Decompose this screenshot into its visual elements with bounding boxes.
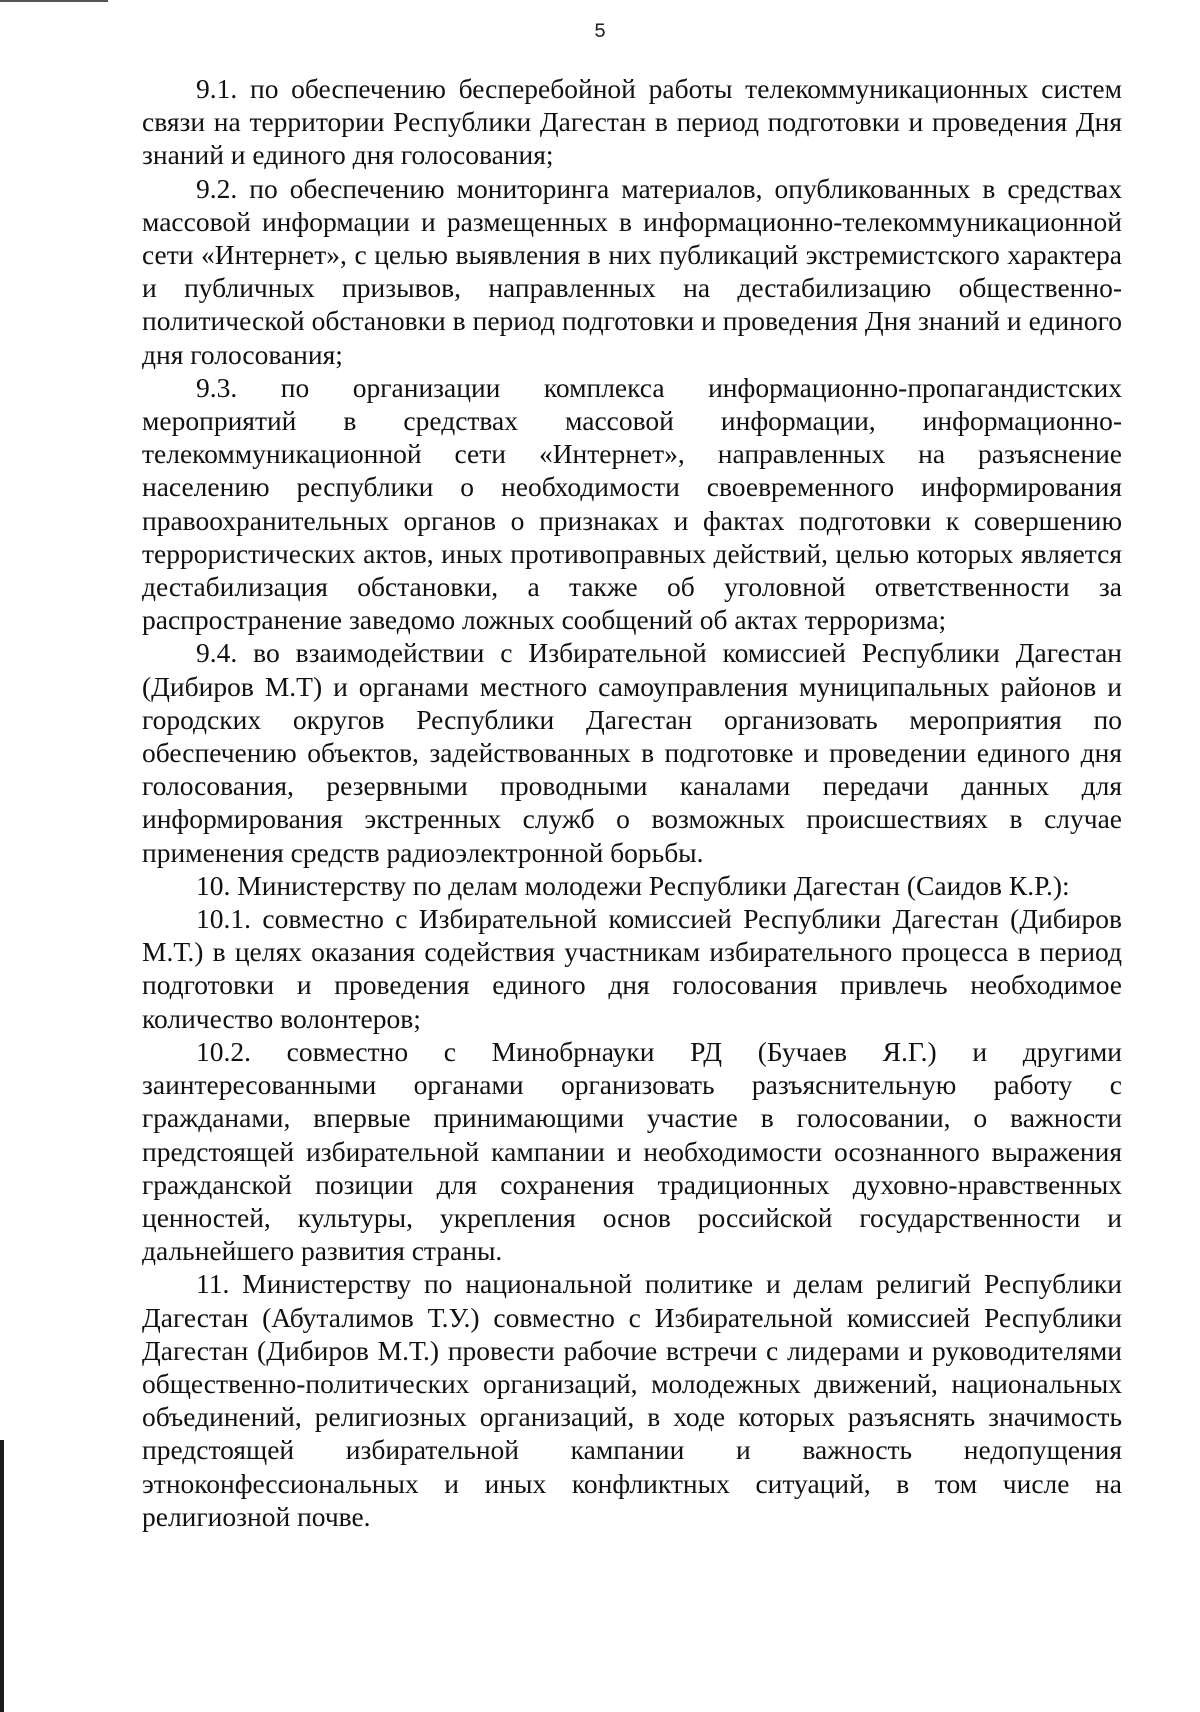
page-number: 5 xyxy=(593,21,606,44)
paragraph-10-2: 10.2. совместно с Минобрнауки РД (Бучаев Я.Г.) и другими заинтересованными органами организовать разъяснительную работу с гражданами, впервые принимающими участие в голосовании, о важности предстоящей избирательной кампании и необходимости осознанного выражения гражданской позиции для сохранения традиционных духовно-нравственных ценностей, культуры, укрепления основ российской государственности и дальнейшего развития страны. xyxy=(142,1035,1122,1267)
paragraph-9-4: 9.4. во взаимодействии с Избирательной комиссией Республики Дагестан (Дибиров М.Т) и органами местного самоуправления муниципальных районов и городских округов Республики Дагестан организовать мероприятия по обеспечению объектов, задействованных в подготовке и проведении единого дня голосования, резервными проводными каналами передачи данных для информирования экстренных служб о возможных происшествиях в случае применения средств радиоэлектронной борьбы. xyxy=(142,637,1122,868)
document-body xyxy=(142,72,1122,1533)
paragraph-9-1: 9.1. по обеспечению бесперебойной работы телекоммуникационных систем связи на территории Республики Дагестан в период подготовки и проведения Дня знаний и единого дня голосования; xyxy=(142,73,1122,171)
paragraph-10: 10. Министерству по делам молодежи Республики Дагестан (Саидов К.Р.): xyxy=(196,869,1070,901)
scan-edge-mark-left xyxy=(0,1440,4,1712)
paragraph-10-1: 10.1. совместно с Избирательной комиссией Республики Дагестан (Дибиров М.Т.) в целях оказания содействия участникам избирательного процесса в период подготовки и проведения единого дня голосования привлечь необходимое количество волонтеров; xyxy=(142,903,1122,1034)
paragraph-9-2: 9.2. по обеспечению мониторинга материалов, опубликованных в средствах массовой информации и размещенных в информационно-телекоммуникационной сети «Интернет», с целью выявления в них публикаций экстремистского характера и публичных призывов, направленных на дестабилизацию общественно-политической обстановки в период подготовки и проведения Дня знаний и единого дня голосования; xyxy=(142,172,1122,370)
paragraph-11: 11. Министерству по национальной политике и делам религий Республики Дагестан (Абуталимов Т.У.) совместно с Избирательной комиссией Республики Дагестан (Дибиров М.Т.) провести рабочие встречи с лидерами и руководителями общественно-политических организаций, молодежных движений, национальных объединений, религиозных организаций, в ходе которых разъяснять значимость предстоящей избирательной кампании и важность недопущения этноконфессиональных и иных конфликтных ситуаций, в том числе на религиозной почве. xyxy=(142,1268,1122,1532)
paragraph-9-3: 9.3. по организации комплекса информационно-пропагандистских мероприятий в средствах массовой информации, информационно-телекоммуникационной сети «Интернет», направленных на разъяснение населению республики о необходимости своевременного информирования правоохранительных органов о признаках и фактах подготовки к совершению террористических актов, иных противоправных действий, целью которых является дестабилизация обстановки, а также об уголовной ответственности за распространение заведомо ложных сообщений об актах терроризма; xyxy=(142,371,1122,636)
scan-edge-mark-top xyxy=(0,0,108,2)
